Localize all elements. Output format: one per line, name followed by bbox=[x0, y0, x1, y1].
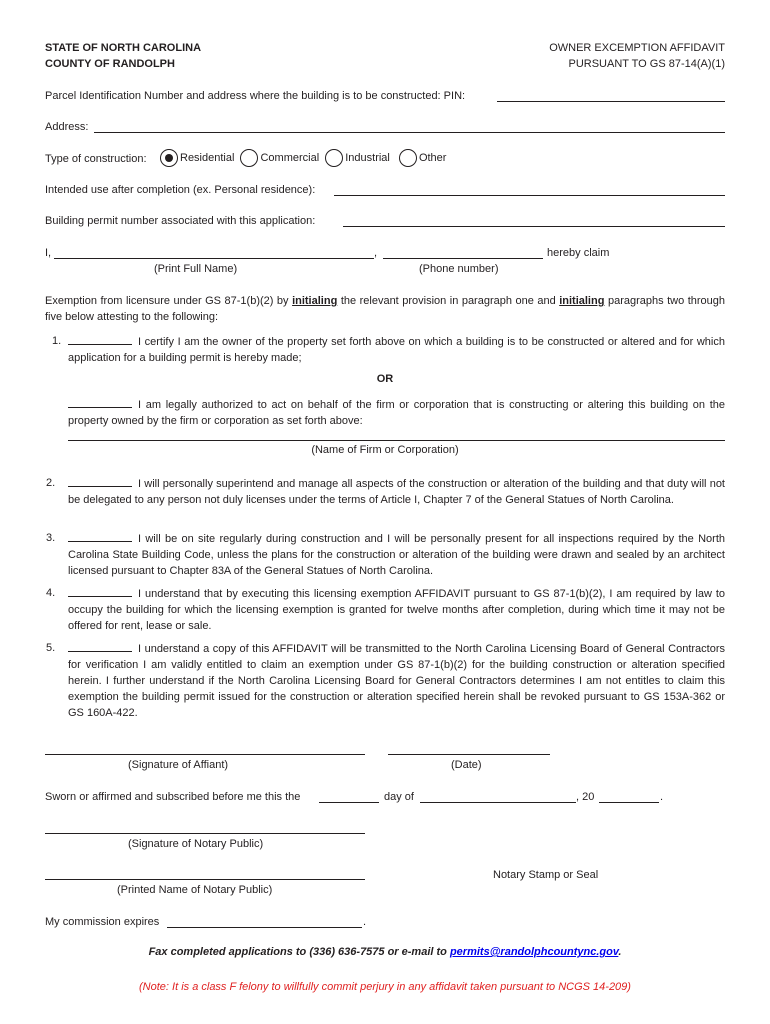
radio-other[interactable] bbox=[399, 152, 447, 164]
initial-blank[interactable] bbox=[68, 396, 132, 408]
intro-paragraph bbox=[45, 293, 725, 325]
notary-signature-label: (Signature of Notary Public) bbox=[128, 838, 264, 850]
radio-empty-icon bbox=[399, 149, 417, 167]
fax-instructions bbox=[0, 946, 770, 958]
provision-3-text: I will be on site regularly during construction and I will be personally present for all inspections required by the North Carolina State Building Code, unless the plans for the construction or alteration of the building were drawn and sealed by an architect licensed pursuant to Chapter 83A of the General Statues of North Carolina. bbox=[68, 533, 725, 577]
initial-blank[interactable] bbox=[68, 333, 132, 345]
perjury-note: (Note: It is a class F felony to willfully commit perjury in any affidavit taken pursuant to NCGS 14-209) bbox=[139, 981, 631, 993]
sworn-day-field[interactable] bbox=[319, 802, 379, 803]
provision-5 bbox=[68, 640, 725, 721]
sworn-period: . bbox=[660, 791, 664, 803]
commission-label: My commission expires bbox=[45, 916, 160, 928]
i-label: I, bbox=[45, 247, 52, 259]
radio-checked-icon bbox=[160, 149, 178, 167]
comma: , bbox=[374, 247, 378, 259]
intro-part2: the relevant provision in paragraph one and bbox=[340, 295, 556, 307]
provision-4-number: 4. bbox=[46, 587, 56, 599]
fax-period: . bbox=[618, 946, 622, 958]
permit-field[interactable] bbox=[343, 226, 725, 227]
state-heading: STATE OF NORTH CAROLINA bbox=[45, 42, 202, 54]
date-label: (Date) bbox=[451, 759, 482, 771]
permit-label: Building permit number associated with this application: bbox=[45, 215, 316, 227]
radio-commercial-label: Commercial bbox=[260, 152, 320, 164]
form-subtitle: PURSUANT TO GS 87-14(A)(1) bbox=[568, 58, 725, 70]
sworn-text: Sworn or affirmed and subscribed before me this the bbox=[45, 791, 301, 803]
provision-1b bbox=[68, 396, 725, 429]
notary-stamp-label: Notary Stamp or Seal bbox=[493, 869, 599, 881]
commission-field[interactable] bbox=[167, 927, 362, 928]
affiant-signature-field[interactable] bbox=[45, 754, 365, 755]
provision-2-number: 2. bbox=[46, 477, 56, 489]
notary-printed-label: (Printed Name of Notary Public) bbox=[117, 884, 273, 896]
sworn-year-label: , 20 bbox=[576, 791, 595, 803]
provision-4-text: I understand that by executing this licensing exemption AFFIDAVIT pursuant to GS 87-1(b)(2), I am required by law to occupy the building for which the licensing exemption is granted for twelve months after completion, during which time it may not be offered for rent, lease or sale. bbox=[68, 588, 725, 632]
intro-part1: Exemption from licensure under GS 87-1(b)(2) by bbox=[45, 295, 289, 307]
phone-number-label: (Phone number) bbox=[419, 263, 499, 275]
sworn-day-label: day of bbox=[384, 791, 414, 803]
intended-use-field[interactable] bbox=[334, 195, 725, 196]
hereby-claim-text: hereby claim bbox=[547, 247, 610, 259]
provision-2-text: I will personally superintend and manage all aspects of the construction or alteration of the building and that duty will not be delegated to any person not duly licenses under the terms of Article I, Chapter 7 of the General Statues of North Carolina. bbox=[68, 478, 725, 506]
date-field[interactable] bbox=[388, 754, 550, 755]
intro-initialing-2: initialing bbox=[559, 295, 605, 307]
firm-name-label: (Name of Firm or Corporation) bbox=[311, 444, 459, 456]
sworn-year-field[interactable] bbox=[599, 802, 659, 803]
full-name-field[interactable] bbox=[54, 258, 374, 259]
initial-blank[interactable] bbox=[68, 475, 132, 487]
initial-blank[interactable] bbox=[68, 585, 132, 597]
fax-text: Fax completed applications to (336) 636-7575 or e-mail to bbox=[148, 946, 447, 958]
provision-3-number: 3. bbox=[46, 532, 56, 544]
provision-3 bbox=[68, 530, 725, 579]
notary-printed-field[interactable] bbox=[45, 879, 365, 880]
phone-field[interactable] bbox=[383, 258, 543, 259]
pin-label: Parcel Identification Number and address where the building is to be constructed: PIN: bbox=[45, 90, 466, 102]
affiant-signature-label: (Signature of Affiant) bbox=[128, 759, 229, 771]
provision-5-number: 5. bbox=[46, 642, 56, 654]
initial-blank[interactable] bbox=[68, 640, 132, 652]
initial-blank[interactable] bbox=[68, 530, 132, 542]
intro-initialing-1: initialing bbox=[292, 295, 338, 307]
radio-industrial-label: Industrial bbox=[345, 152, 390, 164]
sworn-month-field[interactable] bbox=[420, 802, 576, 803]
provision-4 bbox=[68, 585, 725, 634]
commission-period: . bbox=[363, 916, 367, 928]
radio-empty-icon bbox=[240, 149, 258, 167]
notary-signature-field[interactable] bbox=[45, 833, 365, 834]
firm-name-field[interactable] bbox=[68, 440, 725, 441]
county-heading: COUNTY OF RANDOLPH bbox=[45, 58, 175, 70]
radio-industrial[interactable] bbox=[325, 152, 390, 164]
address-label: Address: bbox=[45, 121, 89, 133]
radio-other-label: Other bbox=[418, 152, 447, 164]
intro-part3: paragraphs two through five below attesting to the following: bbox=[45, 295, 726, 323]
address-field[interactable] bbox=[94, 132, 725, 133]
form-title: OWNER EXCEMPTION AFFIDAVIT bbox=[549, 42, 725, 54]
construction-radio-group bbox=[160, 148, 446, 168]
provision-1 bbox=[68, 333, 725, 366]
provision-1-text: I certify I am the owner of the property set forth above on which a building is to be constructed or altered and for which application for a building permit is hereby made; bbox=[68, 336, 725, 364]
radio-residential-label: Residential bbox=[180, 152, 235, 164]
print-full-name-label: (Print Full Name) bbox=[154, 263, 238, 275]
radio-residential[interactable] bbox=[160, 152, 234, 164]
radio-commercial[interactable] bbox=[240, 152, 319, 164]
construction-label: Type of construction: bbox=[45, 153, 147, 165]
radio-empty-icon bbox=[325, 149, 343, 167]
provision-5-text: I understand a copy of this AFFIDAVIT will be transmitted to the North Carolina Licensing Board of General Contractors for verification I am validly entitled to claim an exemption under GS 87-1(b)(2) for the building construction or alteration specified herein. I further understand if the North Carolina Licensing Board for General Contractors determines I am not entitles to claim this exemption the building permit issued for the construction or alteration specified herein shall be revoked pursuant to GS 153A-362 or GS 160A-422. bbox=[68, 643, 725, 719]
provision-2 bbox=[68, 475, 725, 508]
provision-1-number: 1. bbox=[52, 335, 62, 347]
intended-use-label: Intended use after completion (ex. Personal residence): bbox=[45, 184, 316, 196]
email-link[interactable]: permits@randolphcountync.gov bbox=[449, 946, 619, 958]
provision-1b-text: I am legally authorized to act on behalf of the firm or corporation that is constructing or altering this building on the property owned by the firm or corporation as set forth above: bbox=[68, 399, 725, 427]
pin-field[interactable] bbox=[497, 101, 725, 102]
or-separator: OR bbox=[376, 373, 394, 385]
